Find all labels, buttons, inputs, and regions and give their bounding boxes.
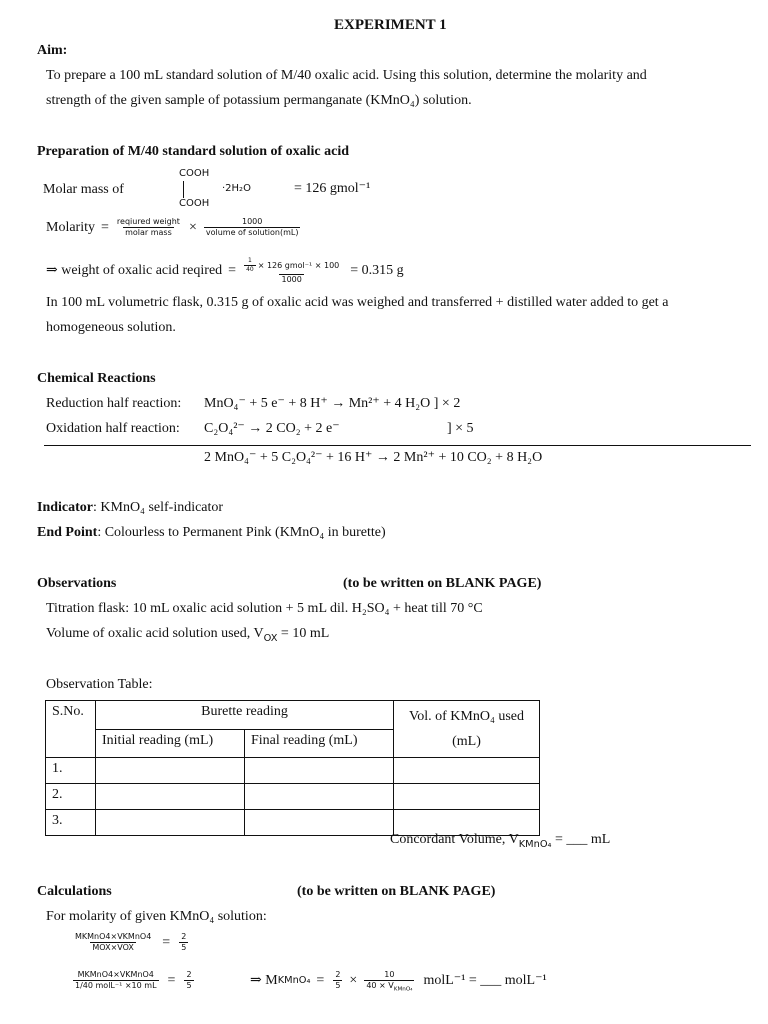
col-burette: Burette reading xyxy=(96,701,394,730)
observations-heading: Observations xyxy=(37,576,117,591)
table-row: 1. xyxy=(46,758,96,784)
overall-equation: 2 MnO₄⁻ + 5 C₂O₄²⁻ + 16 H⁺ → 2 Mn²⁺ + 10 CO₂ + 8 H₂O xyxy=(204,450,543,465)
concordant-volume: Concordant Volume, $V_{KMnO_4}$ = ___ mL xyxy=(390,832,611,850)
table-row: 2. xyxy=(46,784,96,810)
table-row: 3. xyxy=(46,810,96,836)
observations-note: (to be written on BLANK PAGE) xyxy=(343,576,542,591)
calc-result: ⇒ M KMnO₄ = $\frac{2}{5}$ × $\frac{10}{40 \times V_{KMnO_4}}$ molL⁻¹ = ___ molL⁻¹ xyxy=(250,970,547,993)
molarity-equation: Molarity = $\frac{\text{reqiured weight}}{\text{molar mass}}$ × $\frac{1000}{\text{volume of solution(mL)}}$ xyxy=(46,217,299,237)
water-of-crystallisation: ·2H₂O xyxy=(222,183,251,194)
structure-bottom: COOH xyxy=(179,198,210,209)
table-cell xyxy=(245,758,394,784)
preparation-heading: Preparation of M/40 standard solution of oxalic acid xyxy=(37,144,350,159)
molar-mass-label: Molar mass of xyxy=(43,182,124,197)
oxidation-equation: C₂O₄²⁻ → 2 CO₂ + 2 e⁻ xyxy=(204,421,340,436)
table-cell xyxy=(245,784,394,810)
table-cell xyxy=(394,758,540,784)
preparation-para-2: homogeneous solution. xyxy=(46,320,176,335)
col-vol-kmno4: Vol. of KMnO₄ used (mL) xyxy=(394,701,540,758)
aim-heading: Aim: xyxy=(37,43,68,58)
weight-equation: ⇒ weight of oxalic acid reqired = $\frac{1}{40}$ × 126 gmol⁻¹ × 100 1000 = 0.315 g xyxy=(46,257,404,284)
reduction-equation: MnO₄⁻ + 5 e⁻ + 8 H⁺ → Mn²⁺ + 4 H₂O ] × 2 xyxy=(204,396,461,411)
m-over-40: M/40 xyxy=(280,68,312,83)
col-sno: S.No. xyxy=(46,701,96,758)
structure-bond xyxy=(183,181,184,198)
oxidation-label: Oxidation half reaction: xyxy=(46,421,180,436)
observation-table-label: Observation Table: xyxy=(46,677,153,692)
table-cell xyxy=(96,784,245,810)
table-cell xyxy=(245,810,394,836)
table-cell xyxy=(96,810,245,836)
reduction-label: Reduction half reaction: xyxy=(46,396,182,411)
calc-equation-1: $\frac{\text{MKMnO4×VKMnO4}}{\text{MOX×VOX}}$ = $\frac{2}{5}$ xyxy=(75,932,187,952)
calculations-heading: Calculations xyxy=(37,884,112,899)
observation-table xyxy=(45,700,540,836)
col-initial: Initial reading (mL) xyxy=(96,729,245,758)
col-final: Final reading (mL) xyxy=(245,729,394,758)
reactions-heading: Chemical Reactions xyxy=(37,371,156,386)
table-cell xyxy=(96,758,245,784)
preparation-para-1: In 100 mL volumetric flask, 0.315 g of oxalic acid was weighed and transferred + distilled water added to get a xyxy=(46,295,669,310)
aim-line-1: To prepare a 100 mL standard solution of M/40 oxalic acid. Using this solution, determine the molarity and xyxy=(46,68,647,83)
indicator-line: Indicator: KMnO₄ self-indicator xyxy=(37,500,224,515)
calc-equation-2: $\frac{\text{MKMnO4×VKMnO4}}{\text{1/40 molL⁻¹ ×10 mL}}$ = $\frac{2}{5}$ xyxy=(75,970,192,990)
calculations-intro: For molarity of given KMnO₄ solution: xyxy=(46,909,267,924)
calculations-note: (to be written on BLANK PAGE) xyxy=(297,884,496,899)
page-title: EXPERIMENT 1 xyxy=(334,17,447,33)
table-cell xyxy=(394,784,540,810)
oxalic-volume-line: Volume of oxalic acid solution used, $V_{OX} = 10$ mL xyxy=(46,626,330,644)
reaction-divider xyxy=(44,445,751,446)
molar-mass-value: = 126 gmol⁻¹ xyxy=(294,181,371,196)
oxidation-multiplier: ] × 5 xyxy=(447,421,474,436)
structure-top: COOH xyxy=(179,168,210,179)
end-point-line: End Point: Colourless to Permanent Pink (KMnO₄ in burette) xyxy=(37,525,386,540)
titration-flask-line: Titration flask: 10 mL oxalic acid solution + 5 mL dil. H₂SO₄ + heat till 70 °C xyxy=(46,601,483,616)
aim-line-2: strength of the given sample of potassium permanganate (KMnO₄) solution. xyxy=(46,93,472,108)
